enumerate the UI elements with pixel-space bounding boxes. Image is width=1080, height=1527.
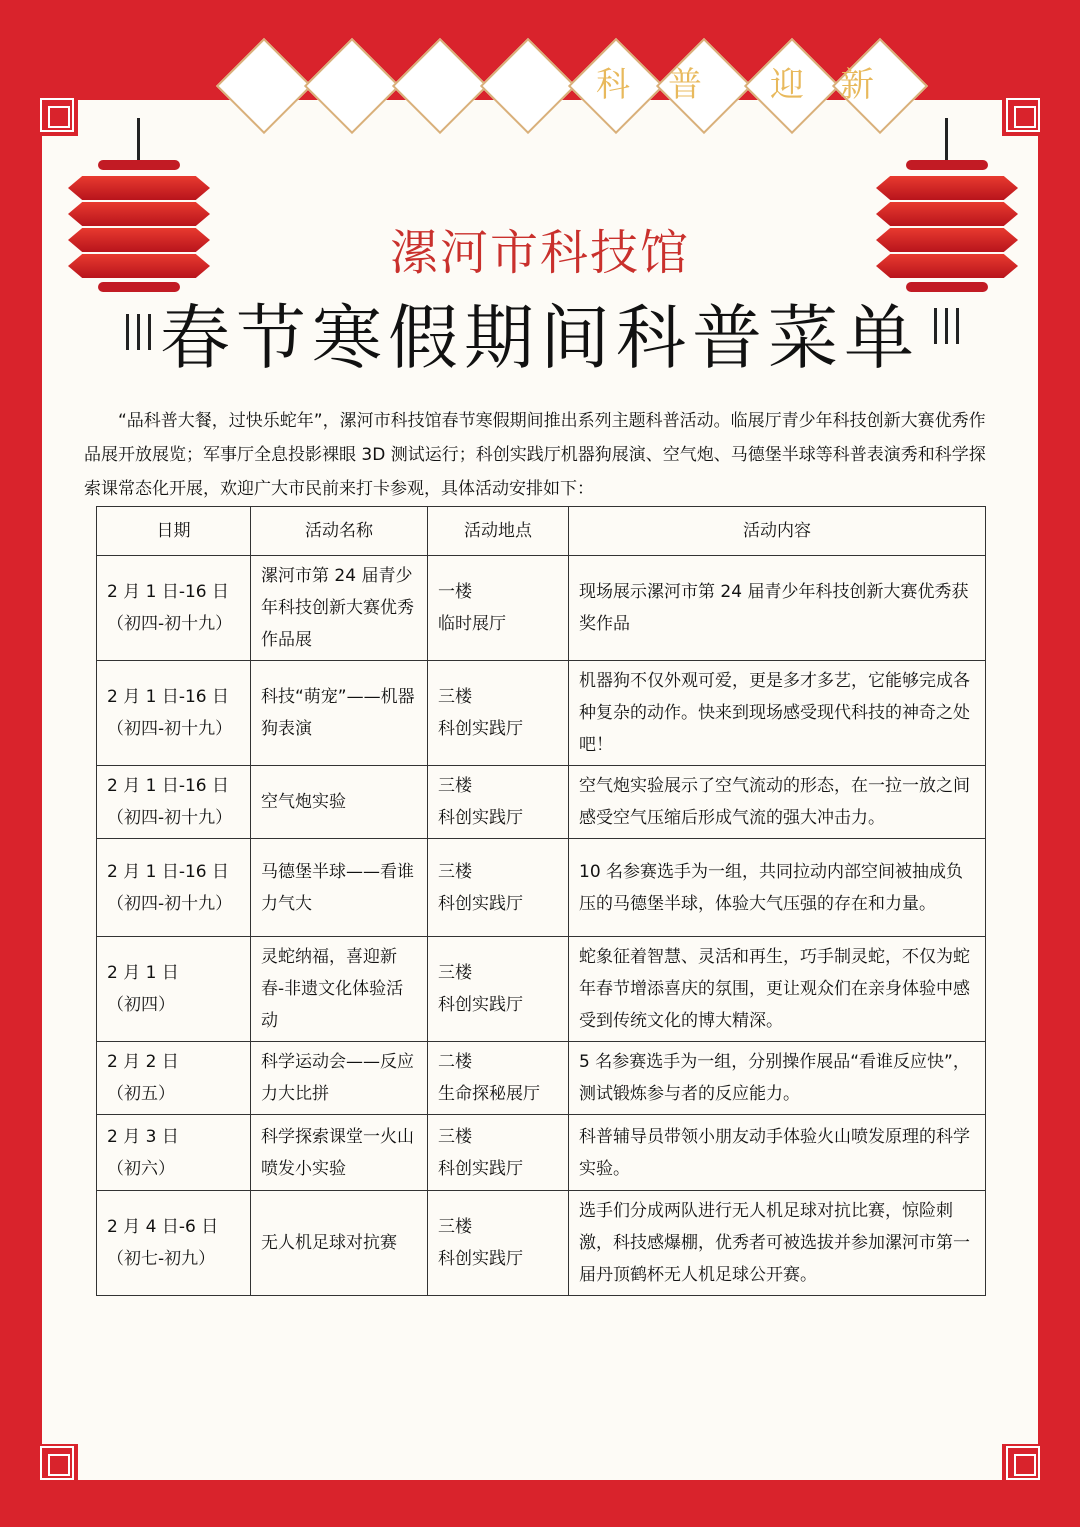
activity-content: 机器狗不仅外观可爱，更是多才多艺，它能够完成各种复杂的动作。快来到现场感受现代科技的神奇之处吧！ [569,661,986,766]
corner-ornament [40,1446,74,1480]
date-text: 2 月 1 日-16 日 [107,861,230,882]
floor-text: 三楼 [438,776,472,796]
date-cell [97,839,251,937]
location-cell [428,1042,569,1115]
activity-name: 空气炮实验 [251,766,428,839]
hall-text: 生命探秘展厅 [438,1084,540,1104]
floor-text: 三楼 [438,1217,472,1237]
diamond-tile [480,38,576,134]
hall-text: 科创实践厅 [438,808,523,828]
table-row [97,556,986,661]
activity-name: 漯河市第 24 届青少年科技创新大赛优秀作品展 [251,556,428,661]
header-name: 活动名称 [251,507,428,556]
header-content: 活动内容 [569,507,986,556]
hall-text: 科创实践厅 [438,995,523,1015]
activity-name: 科学探索课堂一火山喷发小实验 [251,1115,428,1191]
location-cell [428,556,569,661]
location-cell [428,1191,569,1296]
activity-content: 科普辅导员带领小朋友动手体验火山喷发原理的科学实验。 [569,1115,986,1191]
table-row [97,1191,986,1296]
banner-char: 新 [840,65,874,105]
floor-text: 三楼 [438,963,472,983]
diamond-tile [216,38,312,134]
date-cell [97,556,251,661]
floor-text: 二楼 [438,1052,472,1072]
hall-text: 科创实践厅 [438,893,523,914]
location-cell [428,839,569,937]
activity-name: 灵蛇纳福，喜迎新春-非遗文化体验活动 [251,937,428,1042]
header-location: 活动地点 [428,507,569,556]
table-row [97,937,986,1042]
activity-table [96,506,986,1296]
table-row [97,1115,986,1191]
location-cell [428,766,569,839]
header-date: 日期 [97,507,251,556]
date-text: 2 月 1 日-16 日 [107,687,230,707]
hall-text: 科创实践厅 [438,1249,523,1269]
banner-char: 迎 [770,65,804,105]
floor-text: 三楼 [438,1126,472,1147]
page-title: 春节寒假期间科普菜单 [160,297,920,379]
date-text: 2 月 2 日 [107,1052,179,1072]
lunar-text: （初四-初十九） [107,614,233,634]
banner-char: 普 [668,65,702,105]
floor-text: 三楼 [438,861,472,882]
activity-name: 科学运动会——反应力大比拼 [251,1042,428,1115]
lunar-text: （初四-初十九） [107,808,233,828]
table-row [97,1042,986,1115]
lunar-text: （初五） [107,1084,175,1104]
lunar-text: （初四-初十九） [107,893,233,914]
activity-content: 选手们分成两队进行无人机足球对抗比赛，惊险刺激，科技感爆棚，优秀者可被选拔并参加漯河市第一届丹顶鹤杯无人机足球公开赛。 [569,1191,986,1296]
activity-name: 马德堡半球——看谁力气大 [251,839,428,937]
activity-name: 科技“萌宠”——机器狗表演 [251,661,428,766]
date-text: 2 月 3 日 [107,1126,179,1147]
table-row [97,839,986,937]
activity-content: 空气炮实验展示了空气流动的形态，在一拉一放之间感受空气压缩后形成气流的强大冲击力。 [569,766,986,839]
corner-ornament [1006,1446,1040,1480]
table-row [97,661,986,766]
intro-paragraph: “品科普大餐，过快乐蛇年”，漯河市科技馆春节寒假期间推出系列主题科普活动。临展厅青少年科技创新大赛优秀作品展开放展览；军事厅全息投影裸眼 3D 测试运行；科创实践厅机器狗展演、空气炮、马德堡半球等科普表演秀和科学探索课常态化开展，欢迎广大市民前来打卡参观，具体活动安排如下： [84,411,986,499]
date-cell [97,1115,251,1191]
date-cell [97,766,251,839]
lunar-text: （初六） [107,1158,175,1179]
location-cell [428,937,569,1042]
hall-text: 临时展厅 [438,614,506,634]
location-cell [428,1115,569,1191]
floor-text: 一楼 [438,582,472,602]
date-text: 2 月 1 日-16 日 [107,776,230,796]
venue-subtitle: 漯河市科技馆 [389,225,690,281]
hall-text: 科创实践厅 [438,719,523,739]
hall-text: 科创实践厅 [438,1158,523,1179]
lunar-text: （初四-初十九） [107,719,233,739]
date-text: 2 月 4 日-6 日 [107,1217,219,1237]
diamond-tile [304,38,400,134]
lunar-text: （初七-初九） [107,1249,216,1269]
date-cell [97,661,251,766]
table-row [97,766,986,839]
activity-content: 5 名参赛选手为一组，分别操作展品“看谁反应快”，测试锻炼参与者的反应能力。 [569,1042,986,1115]
diamond-tile [392,38,488,134]
floor-text: 三楼 [438,687,472,707]
table-header-row [97,507,986,556]
date-text: 2 月 1 日 [107,963,179,983]
location-cell [428,661,569,766]
lunar-text: （初四） [107,995,175,1015]
date-cell [97,937,251,1042]
date-cell [97,1191,251,1296]
date-cell [97,1042,251,1115]
date-text: 2 月 1 日-16 日 [107,582,230,602]
banner-char: 科 [596,65,630,105]
activity-content: 蛇象征着智慧、灵活和再生，巧手制灵蛇，不仅为蛇年春节增添喜庆的氛围，更让观众们在亲身体验中感受到传统文化的博大精深。 [569,937,986,1042]
activity-name: 无人机足球对抗赛 [251,1191,428,1296]
activity-content: 现场展示漯河市第 24 届青少年科技创新大赛优秀获奖作品 [569,556,986,661]
activity-content: 10 名参赛选手为一组，共同拉动内部空间被抽成负压的马德堡半球，体验大气压强的存在和力量。 [569,839,986,937]
